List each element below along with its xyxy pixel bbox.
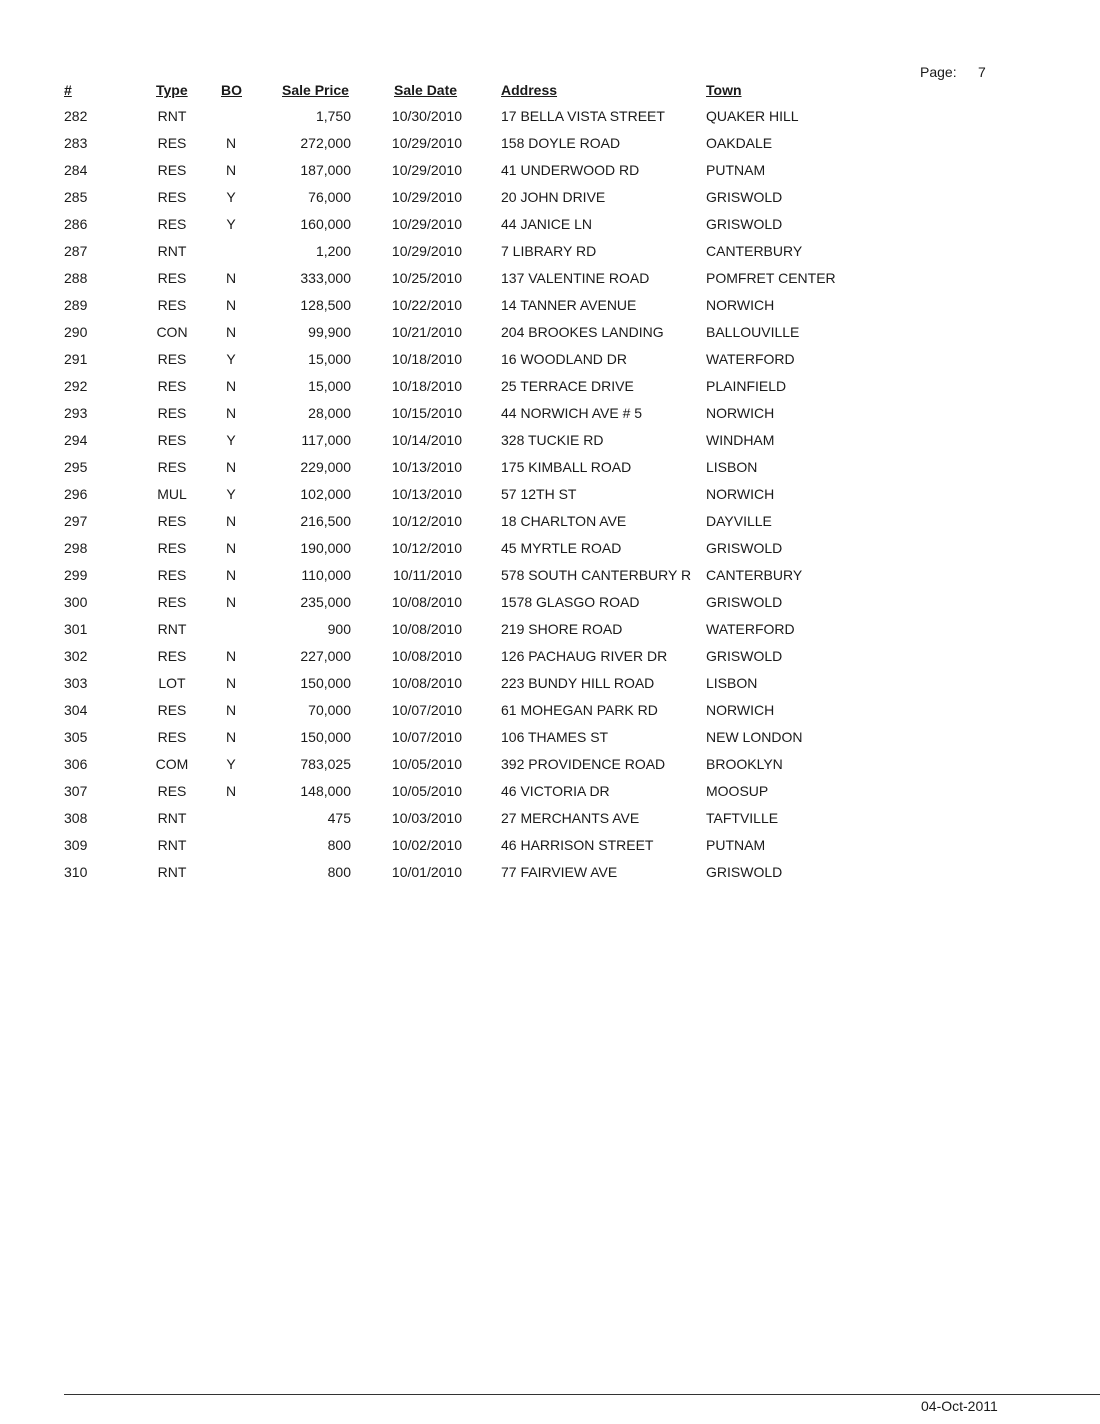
cell-type: RES bbox=[157, 216, 187, 232]
cell-sale-date: 10/08/2010 bbox=[391, 675, 462, 691]
cell-address: 41 UNDERWOOD RD bbox=[501, 162, 640, 178]
table-row bbox=[0, 378, 1100, 405]
cell-town: NORWICH bbox=[706, 297, 775, 313]
cell-town: MOOSUP bbox=[706, 783, 769, 799]
cell-town: BROOKLYN bbox=[706, 756, 783, 772]
cell-sale-price: 148,000 bbox=[300, 783, 351, 799]
cell-num: 285 bbox=[64, 189, 88, 205]
cell-sale-date: 10/25/2010 bbox=[391, 270, 462, 286]
cell-bo: Y bbox=[226, 189, 236, 205]
cell-bo: N bbox=[225, 702, 237, 718]
cell-type: RES bbox=[157, 513, 187, 529]
cell-town: POMFRET CENTER bbox=[706, 270, 836, 286]
table-row bbox=[0, 432, 1100, 459]
cell-town: GRISWOLD bbox=[706, 540, 783, 556]
cell-town: PUTNAM bbox=[706, 837, 766, 853]
cell-address: 392 PROVIDENCE ROAD bbox=[501, 756, 666, 772]
cell-town: NORWICH bbox=[706, 486, 775, 502]
cell-town: GRISWOLD bbox=[706, 189, 783, 205]
cell-sale-date: 10/13/2010 bbox=[391, 486, 462, 502]
cell-bo: N bbox=[225, 513, 237, 529]
cell-sale-price: 1,200 bbox=[315, 243, 351, 259]
cell-address: 20 JOHN DRIVE bbox=[501, 189, 606, 205]
cell-sale-price: 800 bbox=[327, 864, 351, 880]
cell-num: 286 bbox=[64, 216, 88, 232]
cell-sale-price: 15,000 bbox=[308, 351, 351, 367]
cell-sale-price: 216,500 bbox=[300, 513, 351, 529]
table-row bbox=[0, 675, 1100, 702]
cell-sale-date: 10/29/2010 bbox=[391, 135, 462, 151]
cell-type: RNT bbox=[157, 243, 187, 259]
cell-type: RES bbox=[157, 729, 187, 745]
cell-town: WATERFORD bbox=[706, 351, 795, 367]
cell-sale-price: 128,500 bbox=[300, 297, 351, 313]
cell-sale-date: 10/02/2010 bbox=[391, 837, 462, 853]
cell-bo: N bbox=[225, 378, 237, 394]
cell-type: RES bbox=[157, 459, 187, 475]
cell-address: 158 DOYLE ROAD bbox=[501, 135, 621, 151]
page-label: Page: bbox=[920, 64, 957, 80]
cell-address: 44 JANICE LN bbox=[501, 216, 593, 232]
table-row bbox=[0, 351, 1100, 378]
cell-town: QUAKER HILL bbox=[706, 108, 799, 124]
cell-address: 16 WOODLAND DR bbox=[501, 351, 628, 367]
cell-sale-date: 10/15/2010 bbox=[391, 405, 462, 421]
cell-town: BALLOUVILLE bbox=[706, 324, 800, 340]
cell-sale-price: 150,000 bbox=[300, 675, 351, 691]
cell-town: LISBON bbox=[706, 459, 758, 475]
cell-sale-date: 10/13/2010 bbox=[391, 459, 462, 475]
cell-num: 307 bbox=[64, 783, 88, 799]
cell-sale-date: 10/01/2010 bbox=[391, 864, 462, 880]
cell-town: LISBON bbox=[706, 675, 758, 691]
cell-address: 223 BUNDY HILL ROAD bbox=[501, 675, 655, 691]
cell-type: RNT bbox=[157, 108, 187, 124]
cell-num: 308 bbox=[64, 810, 88, 826]
cell-num: 284 bbox=[64, 162, 88, 178]
cell-type: RES bbox=[157, 351, 187, 367]
cell-sale-price: 800 bbox=[327, 837, 351, 853]
cell-sale-price: 99,900 bbox=[308, 324, 351, 340]
cell-sale-date: 10/05/2010 bbox=[391, 756, 462, 772]
cell-bo: Y bbox=[226, 756, 236, 772]
cell-town: GRISWOLD bbox=[706, 864, 783, 880]
cell-type: RES bbox=[157, 702, 187, 718]
table-row bbox=[0, 729, 1100, 756]
cell-num: 282 bbox=[64, 108, 88, 124]
table-row bbox=[0, 189, 1100, 216]
cell-town: NEW LONDON bbox=[706, 729, 803, 745]
cell-sale-date: 10/07/2010 bbox=[391, 702, 462, 718]
cell-address: 18 CHARLTON AVE bbox=[501, 513, 627, 529]
footer-date: 04-Oct-2011 bbox=[921, 1398, 998, 1414]
cell-address: 14 TANNER AVENUE bbox=[501, 297, 637, 313]
cell-num: 304 bbox=[64, 702, 88, 718]
cell-town: CANTERBURY bbox=[706, 243, 803, 259]
table-row bbox=[0, 486, 1100, 513]
table-row bbox=[0, 162, 1100, 189]
cell-bo: N bbox=[225, 324, 237, 340]
table-row bbox=[0, 621, 1100, 648]
cell-town: GRISWOLD bbox=[706, 594, 783, 610]
header-sale-price: Sale Price bbox=[282, 82, 349, 98]
cell-address: 7 LIBRARY RD bbox=[501, 243, 597, 259]
cell-num: 293 bbox=[64, 405, 88, 421]
cell-type: RES bbox=[157, 270, 187, 286]
table-row bbox=[0, 243, 1100, 270]
cell-address: 328 TUCKIE RD bbox=[501, 432, 604, 448]
header-sale-date: Sale Date bbox=[394, 82, 458, 98]
cell-bo: Y bbox=[226, 486, 236, 502]
cell-sale-date: 10/07/2010 bbox=[391, 729, 462, 745]
cell-bo: Y bbox=[226, 432, 236, 448]
cell-num: 305 bbox=[64, 729, 88, 745]
cell-num: 294 bbox=[64, 432, 88, 448]
cell-address: 25 TERRACE DRIVE bbox=[501, 378, 634, 394]
cell-sale-date: 10/18/2010 bbox=[391, 351, 462, 367]
cell-sale-price: 102,000 bbox=[300, 486, 351, 502]
cell-address: 17 BELLA VISTA STREET bbox=[501, 108, 665, 124]
table-row bbox=[0, 216, 1100, 243]
table-header bbox=[0, 82, 1100, 102]
cell-address: 137 VALENTINE ROAD bbox=[501, 270, 650, 286]
cell-address: 44 NORWICH AVE # 5 bbox=[501, 405, 643, 421]
cell-bo: N bbox=[225, 648, 237, 664]
cell-num: 310 bbox=[64, 864, 88, 880]
table-row bbox=[0, 783, 1100, 810]
cell-sale-date: 10/03/2010 bbox=[391, 810, 462, 826]
cell-sale-date: 10/18/2010 bbox=[391, 378, 462, 394]
cell-bo: N bbox=[225, 729, 237, 745]
cell-num: 297 bbox=[64, 513, 88, 529]
cell-type: RES bbox=[157, 594, 187, 610]
cell-town: GRISWOLD bbox=[706, 648, 783, 664]
cell-sale-date: 10/29/2010 bbox=[391, 243, 462, 259]
cell-type: RES bbox=[157, 540, 187, 556]
cell-address: 578 SOUTH CANTERBURY R bbox=[501, 567, 692, 583]
cell-bo: N bbox=[225, 783, 237, 799]
cell-num: 306 bbox=[64, 756, 88, 772]
header-num: # bbox=[64, 82, 72, 98]
table-row bbox=[0, 270, 1100, 297]
cell-sale-price: 70,000 bbox=[308, 702, 351, 718]
cell-num: 299 bbox=[64, 567, 88, 583]
cell-town: NORWICH bbox=[706, 405, 775, 421]
cell-num: 303 bbox=[64, 675, 88, 691]
cell-sale-price: 333,000 bbox=[300, 270, 351, 286]
header-type: Type bbox=[156, 82, 188, 98]
cell-num: 300 bbox=[64, 594, 88, 610]
cell-num: 298 bbox=[64, 540, 88, 556]
cell-sale-date: 10/30/2010 bbox=[391, 108, 462, 124]
table-row bbox=[0, 135, 1100, 162]
cell-sale-date: 10/29/2010 bbox=[391, 216, 462, 232]
table-row bbox=[0, 540, 1100, 567]
table-row bbox=[0, 324, 1100, 351]
cell-bo: N bbox=[225, 594, 237, 610]
cell-type: CON bbox=[156, 324, 188, 340]
cell-num: 302 bbox=[64, 648, 88, 664]
cell-sale-date: 10/08/2010 bbox=[391, 594, 462, 610]
cell-sale-price: 783,025 bbox=[300, 756, 351, 772]
cell-address: 57 12TH ST bbox=[501, 486, 577, 502]
cell-num: 283 bbox=[64, 135, 88, 151]
cell-num: 289 bbox=[64, 297, 88, 313]
cell-sale-price: 76,000 bbox=[308, 189, 351, 205]
cell-bo: N bbox=[225, 540, 237, 556]
cell-town: TAFTVILLE bbox=[706, 810, 779, 826]
cell-sale-price: 272,000 bbox=[300, 135, 351, 151]
cell-bo: Y bbox=[226, 351, 236, 367]
cell-sale-date: 10/05/2010 bbox=[391, 783, 462, 799]
table-row bbox=[0, 702, 1100, 729]
cell-type: RES bbox=[157, 783, 187, 799]
table-row bbox=[0, 405, 1100, 432]
footer-divider bbox=[64, 1394, 1100, 1395]
cell-type: RES bbox=[157, 405, 187, 421]
page-number: 7 bbox=[978, 64, 986, 80]
cell-type: RNT bbox=[157, 864, 187, 880]
cell-num: 290 bbox=[64, 324, 88, 340]
cell-type: RES bbox=[157, 432, 187, 448]
cell-sale-date: 10/08/2010 bbox=[391, 648, 462, 664]
cell-sale-price: 229,000 bbox=[300, 459, 351, 475]
cell-address: 46 VICTORIA DR bbox=[501, 783, 610, 799]
sales-table bbox=[0, 108, 1100, 891]
cell-sale-date: 10/22/2010 bbox=[391, 297, 462, 313]
cell-type: RES bbox=[157, 297, 187, 313]
table-row bbox=[0, 108, 1100, 135]
cell-sale-price: 187,000 bbox=[300, 162, 351, 178]
table-row bbox=[0, 567, 1100, 594]
cell-type: COM bbox=[155, 756, 189, 772]
cell-sale-price: 1,750 bbox=[315, 108, 351, 124]
cell-sale-price: 117,000 bbox=[301, 432, 351, 448]
cell-sale-date: 10/08/2010 bbox=[391, 621, 462, 637]
cell-type: RNT bbox=[157, 837, 187, 853]
header-bo: BO bbox=[221, 82, 242, 98]
cell-type: RES bbox=[157, 567, 187, 583]
cell-type: LOT bbox=[158, 675, 186, 691]
cell-num: 309 bbox=[64, 837, 88, 853]
table-row bbox=[0, 810, 1100, 837]
table-row bbox=[0, 837, 1100, 864]
cell-sale-price: 160,000 bbox=[300, 216, 351, 232]
cell-type: RES bbox=[157, 189, 187, 205]
cell-town: DAYVILLE bbox=[706, 513, 772, 529]
cell-address: 77 FAIRVIEW AVE bbox=[501, 864, 618, 880]
cell-sale-price: 28,000 bbox=[308, 405, 351, 421]
cell-num: 292 bbox=[64, 378, 88, 394]
cell-num: 301 bbox=[64, 621, 88, 637]
table-row bbox=[0, 594, 1100, 621]
cell-address: 61 MOHEGAN PARK RD bbox=[501, 702, 658, 718]
cell-bo: N bbox=[225, 135, 237, 151]
cell-sale-price: 110,000 bbox=[301, 567, 351, 583]
cell-type: RES bbox=[157, 135, 187, 151]
cell-address: 204 BROOKES LANDING bbox=[501, 324, 664, 340]
table-row bbox=[0, 756, 1100, 783]
header-town: Town bbox=[706, 82, 742, 98]
cell-town: WATERFORD bbox=[706, 621, 795, 637]
cell-address: 106 THAMES ST bbox=[501, 729, 609, 745]
cell-sale-price: 900 bbox=[327, 621, 351, 637]
cell-sale-date: 10/12/2010 bbox=[391, 513, 462, 529]
cell-num: 288 bbox=[64, 270, 88, 286]
cell-bo: Y bbox=[226, 216, 236, 232]
table-row bbox=[0, 513, 1100, 540]
cell-sale-price: 150,000 bbox=[300, 729, 351, 745]
cell-sale-price: 190,000 bbox=[300, 540, 351, 556]
cell-bo: N bbox=[225, 459, 237, 475]
cell-bo: N bbox=[225, 297, 237, 313]
cell-sale-date: 10/11/2010 bbox=[392, 567, 462, 583]
cell-town: PUTNAM bbox=[706, 162, 766, 178]
cell-num: 291 bbox=[64, 351, 88, 367]
cell-sale-date: 10/21/2010 bbox=[391, 324, 462, 340]
cell-sale-price: 475 bbox=[327, 810, 351, 826]
cell-sale-price: 15,000 bbox=[308, 378, 351, 394]
cell-bo: N bbox=[225, 675, 237, 691]
cell-bo: N bbox=[225, 162, 237, 178]
cell-town: NORWICH bbox=[706, 702, 775, 718]
cell-type: RES bbox=[157, 378, 187, 394]
cell-sale-date: 10/29/2010 bbox=[391, 162, 462, 178]
cell-address: 175 KIMBALL ROAD bbox=[501, 459, 632, 475]
cell-bo: N bbox=[225, 567, 237, 583]
cell-town: PLAINFIELD bbox=[706, 378, 787, 394]
cell-sale-price: 227,000 bbox=[300, 648, 351, 664]
cell-num: 287 bbox=[64, 243, 88, 259]
cell-sale-date: 10/12/2010 bbox=[391, 540, 462, 556]
cell-town: CANTERBURY bbox=[706, 567, 803, 583]
cell-num: 296 bbox=[64, 486, 88, 502]
table-row bbox=[0, 648, 1100, 675]
table-row bbox=[0, 459, 1100, 486]
cell-type: MUL bbox=[157, 486, 187, 502]
table-row bbox=[0, 864, 1100, 891]
cell-bo: N bbox=[225, 270, 237, 286]
header-address: Address bbox=[501, 82, 558, 98]
cell-sale-date: 10/29/2010 bbox=[391, 189, 462, 205]
cell-address: 1578 GLASGO ROAD bbox=[501, 594, 640, 610]
cell-address: 219 SHORE ROAD bbox=[501, 621, 623, 637]
cell-address: 45 MYRTLE ROAD bbox=[501, 540, 622, 556]
cell-type: RES bbox=[157, 648, 187, 664]
cell-type: RNT bbox=[157, 810, 187, 826]
cell-sale-price: 235,000 bbox=[300, 594, 351, 610]
cell-type: RNT bbox=[157, 621, 187, 637]
cell-address: 46 HARRISON STREET bbox=[501, 837, 654, 853]
cell-town: WINDHAM bbox=[706, 432, 775, 448]
cell-type: RES bbox=[157, 162, 187, 178]
cell-sale-date: 10/14/2010 bbox=[391, 432, 462, 448]
cell-num: 295 bbox=[64, 459, 88, 475]
cell-address: 126 PACHAUG RIVER DR bbox=[501, 648, 668, 664]
cell-town: OAKDALE bbox=[706, 135, 773, 151]
cell-address: 27 MERCHANTS AVE bbox=[501, 810, 640, 826]
cell-bo: N bbox=[225, 405, 237, 421]
table-row bbox=[0, 297, 1100, 324]
cell-town: GRISWOLD bbox=[706, 216, 783, 232]
